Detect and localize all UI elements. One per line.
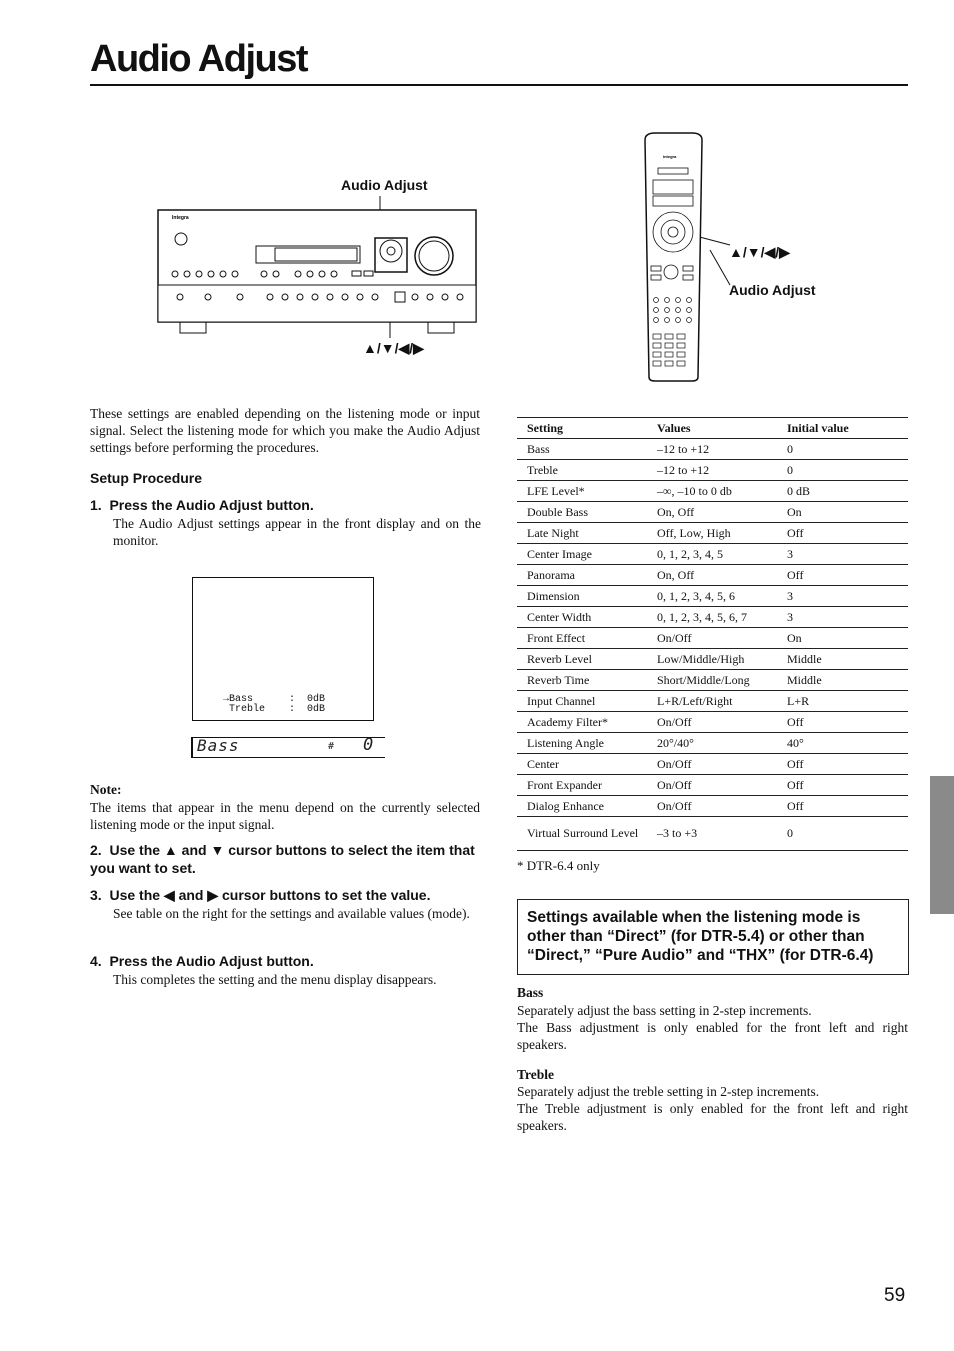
initial-value-cell: Off — [777, 712, 908, 733]
setting-cell: Center Image — [517, 544, 647, 565]
initial-value-cell: On — [777, 502, 908, 523]
column-header-initial: Initial value — [777, 418, 908, 439]
column-header-setting: Setting — [517, 418, 647, 439]
values-cell: –12 to +12 — [647, 439, 777, 460]
values-cell: 0, 1, 2, 3, 4, 5, 6, 7 — [647, 607, 777, 628]
table-footnote: * DTR-6.4 only — [517, 858, 600, 873]
table-row — [517, 544, 908, 565]
table-row — [517, 775, 908, 796]
receiver-audio-adjust-label: Audio Adjust — [341, 177, 428, 193]
values-cell: On/Off — [647, 754, 777, 775]
table-row — [517, 796, 908, 817]
setting-cell: Treble — [517, 460, 647, 481]
remote-cursor-label: ▲/▼/◀/▶ — [729, 244, 790, 260]
setting-cell: Center Width — [517, 607, 647, 628]
table-row — [517, 817, 908, 851]
values-cell: 0, 1, 2, 3, 4, 5, 6 — [647, 586, 777, 607]
treble-line-1: Separately adjust the treble setting in 2-step increments. — [517, 1084, 820, 1099]
initial-value-cell: 0 — [777, 439, 908, 460]
values-cell: On/Off — [647, 796, 777, 817]
front-display-marker: # — [328, 741, 335, 752]
setting-cell: Reverb Level — [517, 649, 647, 670]
settings-availability-heading: Settings available when the listening mode is other than “Direct” (for DTR-5.4) or other than “Direct,” “Pure Audio” and “THX” (for DTR-6.4) — [527, 909, 874, 964]
values-cell: 0, 1, 2, 3, 4, 5 — [647, 544, 777, 565]
front-display-item: Bass — [197, 736, 240, 755]
step-4-title: 4. Press the Audio Adjust button. — [90, 953, 314, 969]
initial-value-cell: 40° — [777, 733, 908, 754]
step-1-title: 1. Press the Audio Adjust button. — [90, 497, 314, 513]
front-display — [191, 737, 385, 758]
values-cell: 20°/40° — [647, 733, 777, 754]
section-tab — [930, 776, 954, 914]
table-row — [517, 460, 908, 481]
step-3-title: 3. Use the ◀ and ▶ cursor buttons to set the value. — [90, 887, 431, 903]
setting-cell: Dimension — [517, 586, 647, 607]
step-3-body: See table on the right for the settings and available values (mode). — [113, 906, 470, 921]
setting-cell: Panorama — [517, 565, 647, 586]
step-2-title — [90, 841, 482, 877]
treble-title: Treble — [517, 1067, 554, 1082]
setting-cell: Center — [517, 754, 647, 775]
step-1-body: The Audio Adjust settings appear in the front display and on the monitor. — [113, 516, 481, 548]
values-cell: On, Off — [647, 565, 777, 586]
initial-value-cell: Off — [777, 523, 908, 544]
initial-value-cell: Off — [777, 565, 908, 586]
values-cell: Off, Low, High — [647, 523, 777, 544]
table-row — [517, 565, 908, 586]
table-row — [517, 754, 908, 775]
receiver-cursor-label: ▲/▼/◀/▶ — [363, 340, 424, 356]
table-row — [517, 439, 908, 460]
initial-value-cell: Middle — [777, 649, 908, 670]
setting-cell: Academy Filter* — [517, 712, 647, 733]
svg-text:Integra: Integra — [663, 154, 677, 159]
values-cell: Low/Middle/High — [647, 649, 777, 670]
table-row — [517, 481, 908, 502]
settings-table — [517, 417, 908, 851]
title-rule — [90, 84, 908, 86]
table-row — [517, 586, 908, 607]
note-title: Note: — [90, 782, 122, 797]
bass-line-1: Separately adjust the bass setting in 2-step increments. — [517, 1003, 812, 1018]
setting-cell: Input Channel — [517, 691, 647, 712]
svg-text:Integra: Integra — [172, 215, 189, 221]
front-display-value: 0 — [363, 735, 374, 755]
values-cell: –∞, –10 to 0 db — [647, 481, 777, 502]
table-row — [517, 502, 908, 523]
initial-value-cell: Off — [777, 754, 908, 775]
page-number: 59 — [884, 1285, 906, 1306]
initial-value-cell: 3 — [777, 607, 908, 628]
note-body: The items that appear in the menu depend on the currently selected listening mode or the input signal. — [90, 800, 480, 832]
setting-cell: Double Bass — [517, 502, 647, 523]
monitor-line-treble: Treble : 0dB — [223, 704, 326, 715]
table-row — [517, 649, 908, 670]
table-row — [517, 712, 908, 733]
table-header-row — [517, 418, 908, 439]
initial-value-cell: Off — [777, 796, 908, 817]
setup-heading: Setup Procedure — [90, 470, 203, 486]
setting-cell: LFE Level* — [517, 481, 647, 502]
settings-availability-box — [517, 899, 909, 975]
page-title: Audio Adjust — [90, 38, 307, 80]
values-cell: On/Off — [647, 628, 777, 649]
setting-cell: Virtual Surround Level — [517, 817, 647, 851]
table-row — [517, 523, 908, 544]
initial-value-cell: 0 — [777, 460, 908, 481]
column-header-values: Values — [647, 418, 777, 439]
setting-cell: Late Night — [517, 523, 647, 544]
table-row — [517, 691, 908, 712]
values-cell: –3 to +3 — [647, 817, 777, 851]
initial-value-cell: 0 — [777, 817, 908, 851]
bass-title: Bass — [517, 985, 544, 1000]
initial-value-cell: L+R — [777, 691, 908, 712]
bass-line-2: The Bass adjustment is only enabled for the front left and right speakers. — [517, 1020, 908, 1052]
initial-value-cell: 3 — [777, 586, 908, 607]
receiver-illustration — [150, 190, 485, 340]
table-row — [517, 670, 908, 691]
setting-cell: Reverb Time — [517, 670, 647, 691]
values-cell: L+R/Left/Right — [647, 691, 777, 712]
values-cell: On/Off — [647, 712, 777, 733]
monitor-screen — [192, 577, 374, 721]
values-cell: On/Off — [647, 775, 777, 796]
setting-cell: Dialog Enhance — [517, 796, 647, 817]
values-cell: –12 to +12 — [647, 460, 777, 481]
setting-cell: Front Effect — [517, 628, 647, 649]
treble-line-2: The Treble adjustment is only enabled for the front left and right speakers. — [517, 1101, 908, 1133]
monitor-line-bass: →Bass : 0dB — [223, 694, 326, 705]
initial-value-cell: Off — [777, 775, 908, 796]
values-cell: On, Off — [647, 502, 777, 523]
initial-value-cell: Middle — [777, 670, 908, 691]
table-row — [517, 628, 908, 649]
step-4-body: This completes the setting and the menu display disappears. — [113, 972, 437, 987]
intro-paragraph: These settings are enabled depending on the listening mode or input signal. Select the listening mode for which you make the Audio Adjust settings before performing the procedures. — [90, 406, 480, 455]
initial-value-cell: 0 dB — [777, 481, 908, 502]
setting-cell: Listening Angle — [517, 733, 647, 754]
initial-value-cell: On — [777, 628, 908, 649]
setting-cell: Front Expander — [517, 775, 647, 796]
values-cell: Short/Middle/Long — [647, 670, 777, 691]
initial-value-cell: 3 — [777, 544, 908, 565]
remote-audio-adjust-label: Audio Adjust — [729, 282, 816, 298]
table-row — [517, 607, 908, 628]
setting-cell: Bass — [517, 439, 647, 460]
step-2-text: 2. Use the ▲ and ▼ cursor buttons to select the item that you want to set. — [90, 842, 475, 876]
table-row — [517, 733, 908, 754]
